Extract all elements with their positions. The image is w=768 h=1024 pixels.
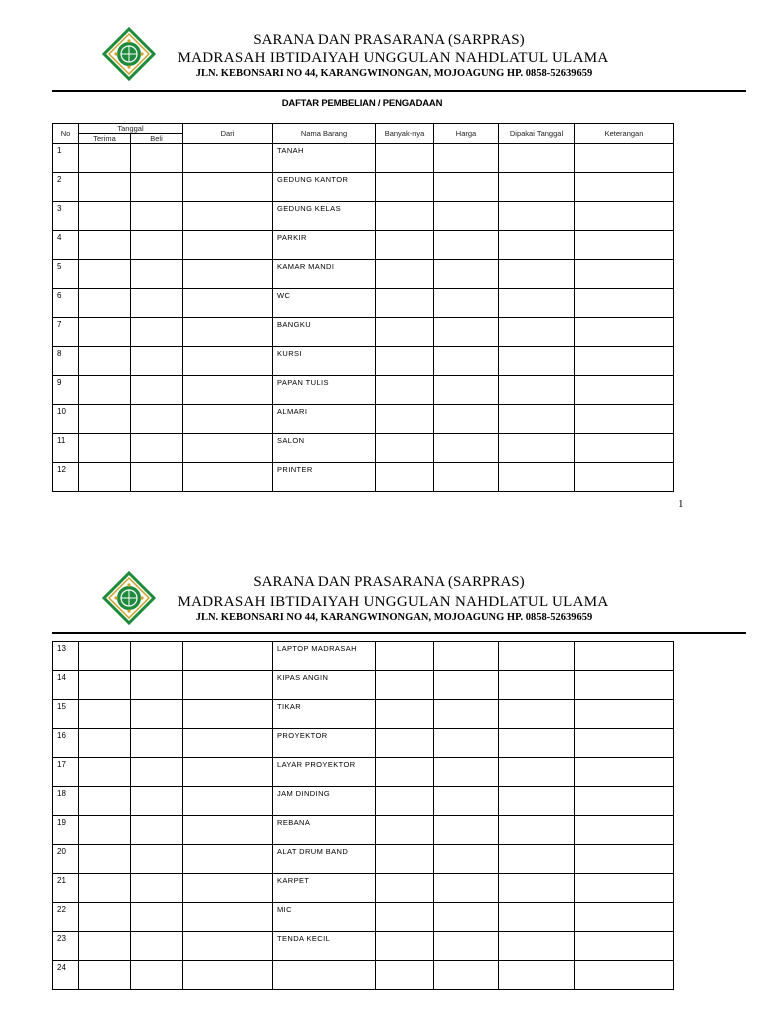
page-number: 1 — [678, 498, 684, 510]
table-row — [53, 405, 674, 434]
table-row — [53, 376, 674, 405]
item-name: TENDA KECIL — [273, 932, 376, 961]
table-row — [53, 787, 674, 816]
table-row — [53, 932, 674, 961]
col-header-keterangan: Keterangan — [575, 124, 674, 144]
row-number: 21 — [53, 874, 79, 903]
col-header-beli: Beli — [131, 134, 183, 144]
table-row — [53, 874, 674, 903]
col-header-dipakai-tanggal: Dipakai Tanggal — [499, 124, 575, 144]
document-title: DAFTAR PEMBELIAN / PENGADAAN — [281, 98, 443, 109]
table-row — [53, 463, 674, 492]
col-header-tanggal: Tanggal — [79, 124, 183, 134]
col-header-terima: Terima — [79, 134, 131, 144]
header-title: SARANA DAN PRASARANA (SARPRAS) — [253, 574, 525, 590]
item-name: GEDUNG KANTOR — [273, 173, 376, 202]
row-number: 1 — [53, 144, 79, 173]
table-row — [53, 260, 674, 289]
item-name: ALAT DRUM BAND — [273, 845, 376, 874]
table-row — [53, 347, 674, 376]
item-name — [273, 961, 376, 990]
row-number: 17 — [53, 758, 79, 787]
row-number: 13 — [53, 642, 79, 671]
row-number: 12 — [53, 463, 79, 492]
table-row — [53, 700, 674, 729]
header-school-name: MADRASAH IBTIDAIYAH UNGGULAN NAHDLATUL ULAMA — [177, 50, 609, 66]
row-number: 22 — [53, 903, 79, 932]
item-name: PARKIR — [273, 231, 376, 260]
header-address: JLN. KEBONSARI NO 44, KARANGWINONGAN, MOJOAGUNG HP. 0858-52639659 — [195, 68, 593, 79]
row-number: 16 — [53, 729, 79, 758]
row-number: 2 — [53, 173, 79, 202]
row-number: 10 — [53, 405, 79, 434]
table-row — [53, 671, 674, 700]
item-name: MIC — [273, 903, 376, 932]
header-divider — [52, 90, 746, 92]
item-name: SALON — [273, 434, 376, 463]
table-row — [53, 231, 674, 260]
item-name: BANGKU — [273, 318, 376, 347]
header-divider — [52, 632, 746, 634]
item-name: PAPAN TULIS — [273, 376, 376, 405]
col-header-nama-barang: Nama Barang — [273, 124, 376, 144]
col-header-harga: Harga — [434, 124, 499, 144]
row-number: 19 — [53, 816, 79, 845]
col-header-dari: Dari — [183, 124, 273, 144]
table-row — [53, 758, 674, 787]
row-number: 14 — [53, 671, 79, 700]
header-title: SARANA DAN PRASARANA (SARPRAS) — [253, 32, 525, 48]
table-row — [53, 816, 674, 845]
table-row — [53, 642, 674, 671]
row-number: 11 — [53, 434, 79, 463]
item-name: REBANA — [273, 816, 376, 845]
row-number: 24 — [53, 961, 79, 990]
header-school-name: MADRASAH IBTIDAIYAH UNGGULAN NAHDLATUL ULAMA — [177, 594, 609, 610]
item-name: LAYAR PROYEKTOR — [273, 758, 376, 787]
row-number: 5 — [53, 260, 79, 289]
item-name: WC — [273, 289, 376, 318]
item-name: KARPET — [273, 874, 376, 903]
item-name: PRINTER — [273, 463, 376, 492]
col-header-no: No — [53, 124, 79, 144]
row-number: 9 — [53, 376, 79, 405]
row-number: 15 — [53, 700, 79, 729]
purchase-table-page-1 — [52, 123, 674, 492]
item-name: PROYEKTOR — [273, 729, 376, 758]
item-name: KIPAS ANGIN — [273, 671, 376, 700]
item-name: KAMAR MANDI — [273, 260, 376, 289]
item-name: GEDUNG KELAS — [273, 202, 376, 231]
row-number: 8 — [53, 347, 79, 376]
row-number: 7 — [53, 318, 79, 347]
row-number: 4 — [53, 231, 79, 260]
row-number: 20 — [53, 845, 79, 874]
row-number: 6 — [53, 289, 79, 318]
item-name: KURSI — [273, 347, 376, 376]
row-number: 23 — [53, 932, 79, 961]
table-row — [53, 434, 674, 463]
table-row — [53, 845, 674, 874]
item-name: TIKAR — [273, 700, 376, 729]
item-name: JAM DINDING — [273, 787, 376, 816]
row-number: 18 — [53, 787, 79, 816]
row-number: 3 — [53, 202, 79, 231]
document-page-2 — [0, 540, 768, 1024]
purchase-table-page-2 — [52, 641, 674, 990]
table-row — [53, 961, 674, 990]
item-name: LAPTOP MADRASAH — [273, 642, 376, 671]
table-row — [53, 318, 674, 347]
item-name: TANAH — [273, 144, 376, 173]
table-row — [53, 144, 674, 173]
table-row — [53, 903, 674, 932]
table-row — [53, 289, 674, 318]
col-header-banyaknya: Banyak-nya — [376, 124, 434, 144]
table-row — [53, 173, 674, 202]
table-row — [53, 202, 674, 231]
item-name: ALMARI — [273, 405, 376, 434]
table-row — [53, 729, 674, 758]
header-address: JLN. KEBONSARI NO 44, KARANGWINONGAN, MOJOAGUNG HP. 0858-52639659 — [195, 612, 593, 623]
